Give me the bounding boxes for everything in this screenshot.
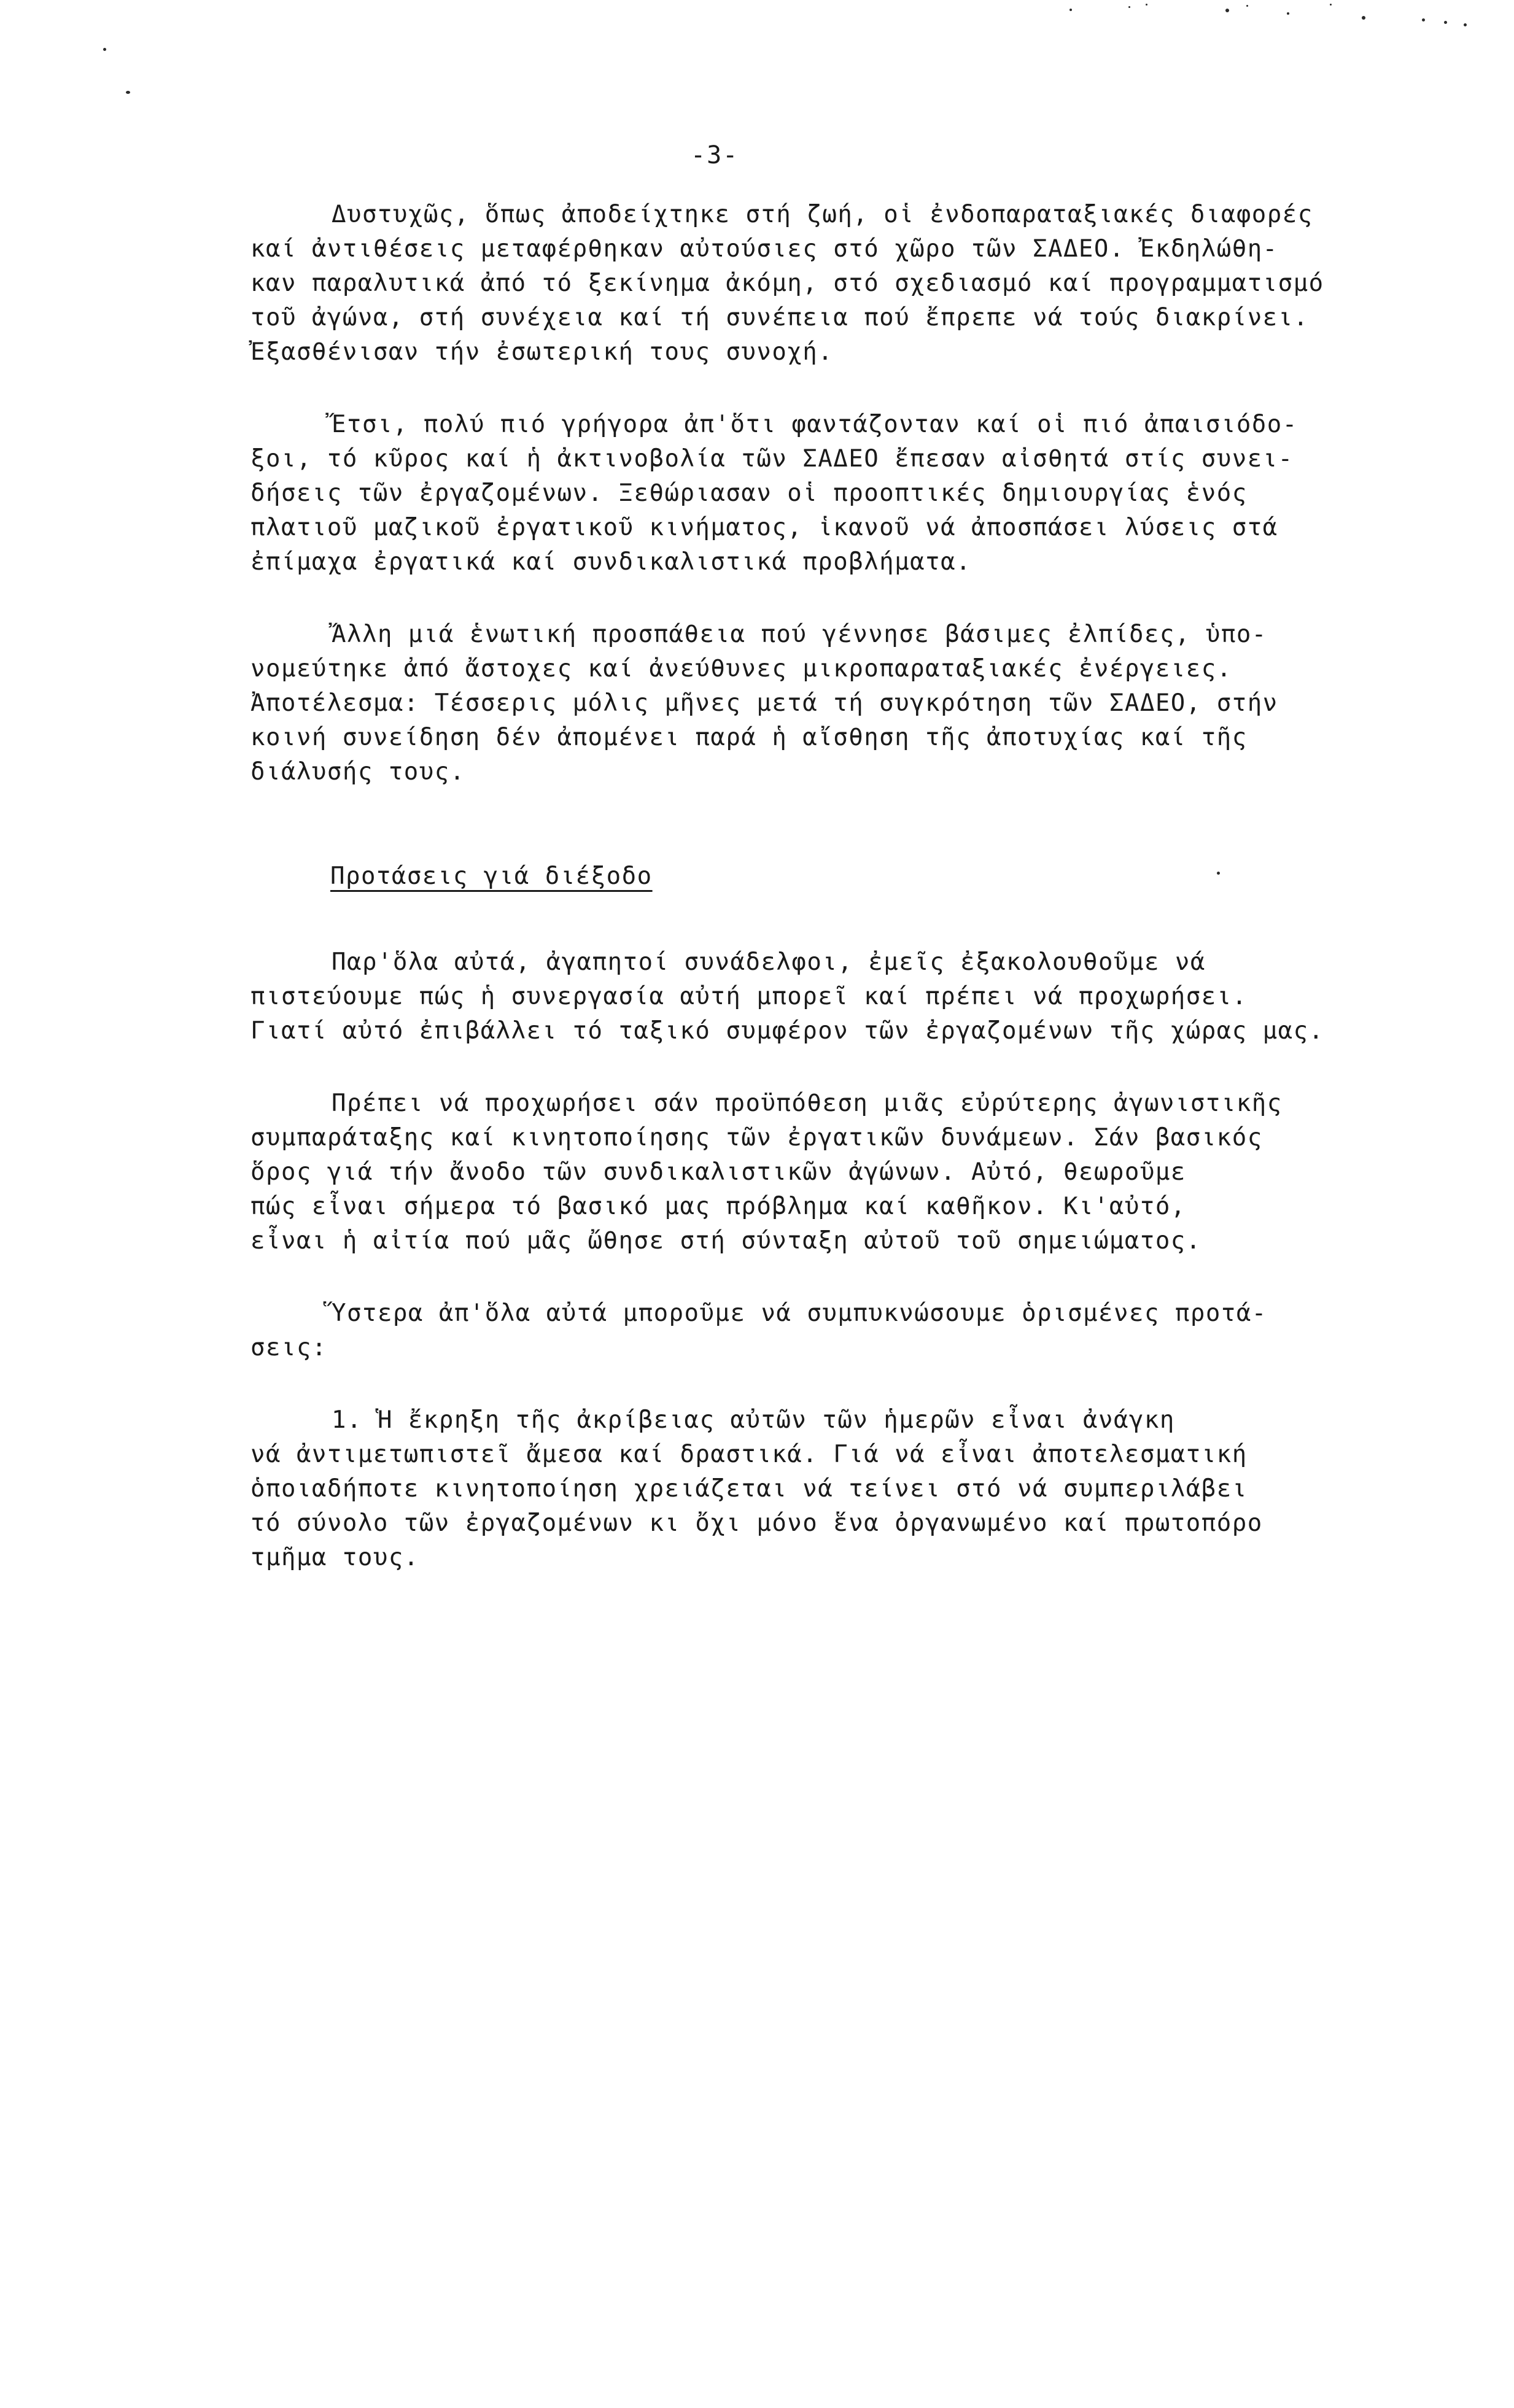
text-line: Ἐξασθένισαν τήν ἐσωτερική τους συνοχή. xyxy=(250,338,834,366)
scan-speck xyxy=(126,91,130,94)
text-line: τό σύνολο τῶν ἐργαζομένων κι ὄχι μόνο ἕνα ὀργανωμένο καί πρωτοπόρο xyxy=(250,1509,1263,1537)
text-line: Γιατί αὐτό ἐπιβάλλει τό ταξικό συμφέρον τῶν ἐργαζομένων τῆς χώρας μας. xyxy=(250,1017,1324,1045)
text-line: Ἀποτέλεσμα: Τέσσερις μόλις μῆνες μετά τή συγκρότηση τῶν ΣΑΔΕΟ, στήν xyxy=(250,689,1278,717)
text-line: νά ἀντιμετωπιστεῖ ἄμεσα καί δραστικά. Γιά νά εἶναι ἀποτελεσματική xyxy=(250,1441,1248,1468)
scan-speck xyxy=(1287,12,1289,15)
text-line: πώς εἶναι σήμερα τό βασικό μας πρόβλημα καί καθῆκον. Κι'αὐτό, xyxy=(250,1193,1186,1220)
scan-speck xyxy=(1246,5,1248,7)
text-line: δήσεις τῶν ἐργαζομένων. Ξεθώριασαν οἱ προοπτικές δημιουργίας ἑνός xyxy=(250,479,1248,507)
scan-speck xyxy=(1444,21,1447,24)
text-line: πιστεύουμε πώς ἡ συνεργασία αὐτή μπορεῖ καί πρέπει νά προχωρήσει. xyxy=(250,983,1248,1010)
scan-speck xyxy=(1146,4,1147,6)
text-line: Ὕστερα ἀπ'ὅλα αὐτά μποροῦμε νά συμπυκνώσουμε ὁρισμένες προτά- xyxy=(332,1299,1267,1327)
text-line: ἐπίμαχα ἐργατικά καί συνδικαλιστικά προβλήματα. xyxy=(250,548,972,576)
scan-speck xyxy=(1070,9,1072,11)
text-line: τμῆμα τους. xyxy=(250,1544,419,1571)
text-line: πλατιοῦ μαζικοῦ ἐργατικοῦ κινήματος, ἱκανοῦ νά ἀποσπάσει λύσεις στά xyxy=(250,514,1278,541)
text-line: Παρ'ὅλα αὐτά, ἀγαπητοί συνάδελφοι, ἐμεῖς ἐξακολουθοῦμε νά xyxy=(332,948,1206,976)
section-heading: Προτάσεις γιά διέξοδο xyxy=(330,862,653,890)
text-line: Δυστυχῶς, ὅπως ἀποδείχτηκε στή ζωή, οἱ ἐνδοπαραταξιακές διαφορές xyxy=(332,201,1313,228)
scan-speck xyxy=(1225,9,1229,12)
text-line: κοινή συνείδηση δέν ἀπομένει παρά ἡ αἴσθηση τῆς ἀποτυχίας καί τῆς xyxy=(250,724,1248,751)
scan-speck xyxy=(1330,4,1332,6)
scan-speck xyxy=(1217,872,1220,875)
text-line: καί ἀντιθέσεις μεταφέρθηκαν αὐτούσιες στό χῶρο τῶν ΣΑΔΕΟ. Ἐκδηλώθη- xyxy=(250,235,1278,263)
text-line: Ἔτσι, πολύ πιό γρήγορα ἀπ'ὅτι φαντάζονταν καί οἱ πιό ἀπαισιόδο- xyxy=(332,411,1298,438)
text-line: εἶναι ἡ αἰτία πού μᾶς ὤθησε στή σύνταξη αὐτοῦ τοῦ σημειώματος. xyxy=(250,1227,1201,1255)
scan-speck xyxy=(1128,6,1130,8)
text-line: ὅρος γιά τήν ἄνοδο τῶν συνδικαλιστικῶν ἀγώνων. Αὐτό, θεωροῦμε xyxy=(250,1158,1186,1186)
scan-speck xyxy=(1362,16,1365,20)
text-line: 1. Ἡ ἔκρηξη τῆς ἀκρίβειας αὐτῶν τῶν ἡμερῶν εἶναι ἀνάγκη xyxy=(332,1406,1175,1434)
text-line: συμπαράταξης καί κινητοποίησης τῶν ἐργατικῶν δυνάμεων. Σάν βασικός xyxy=(250,1124,1263,1152)
text-line: νομεύτηκε ἀπό ἄστοχες καί ἀνεύθυνες μικροπαραταξιακές ἐνέργειες. xyxy=(250,655,1232,683)
page-number: -3- xyxy=(691,141,739,169)
text-line: Ἄλλη μιά ἑνωτική προσπάθεια πού γέννησε βάσιμες ἐλπίδες, ὑπο- xyxy=(332,621,1267,648)
text-line: ξοι, τό κῦρος καί ἡ ἀκτινοβολία τῶν ΣΑΔΕΟ ἔπεσαν αἰσθητά στίς συνει- xyxy=(250,445,1294,473)
scan-speck xyxy=(1422,18,1425,21)
scan-speck xyxy=(103,48,106,51)
text-line: ὁποιαδήποτε κινητοποίηση χρειάζεται νά τείνει στό νά συμπεριλάβει xyxy=(250,1475,1248,1503)
scan-speck xyxy=(1464,23,1467,26)
text-line: τοῦ ἀγώνα, στή συνέχεια καί τή συνέπεια πού ἔπρεπε νά τούς διακρίνει. xyxy=(250,304,1309,331)
text-line: διάλυσής τους. xyxy=(250,758,465,786)
text-line: Πρέπει νά προχωρήσει σάν προϋπόθεση μιᾶς εὐρύτερης ἀγωνιστικῆς xyxy=(332,1090,1283,1117)
text-line: καν παραλυτικά ἀπό τό ξεκίνημα ἀκόμη, στό σχεδιασμό καί προγραμματισμό xyxy=(250,269,1324,297)
text-line: σεις: xyxy=(250,1334,327,1361)
